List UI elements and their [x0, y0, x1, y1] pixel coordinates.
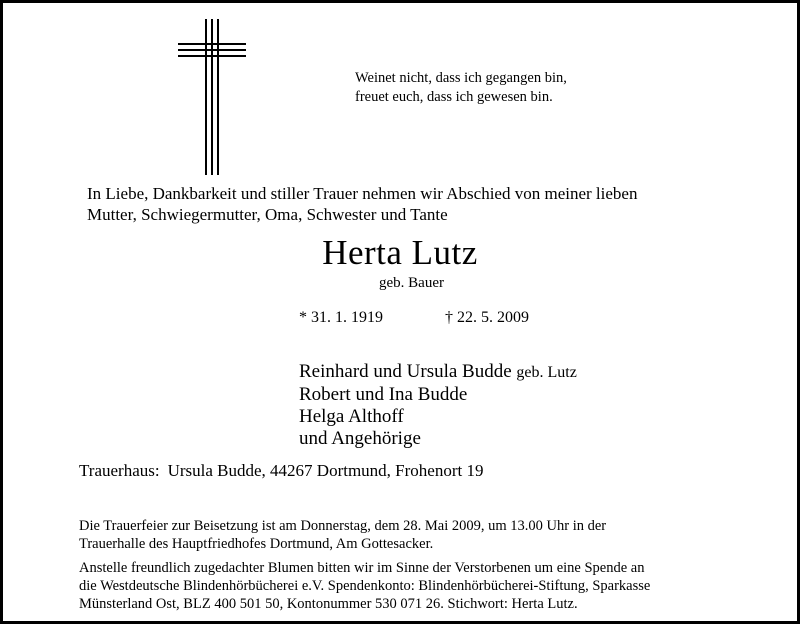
funeral-line-2: Trauerhalle des Hauptfriedhofes Dortmund, Am Gottesacker. — [79, 536, 434, 552]
donation-line-3: Münsterland Ost, BLZ 400 501 50, Kontonummer 530 071 26. Stichwort: Herta Lutz. — [79, 596, 578, 612]
mourning-house-label: Trauerhaus: — [79, 461, 160, 480]
cross-icon — [178, 19, 246, 175]
mourners-list — [299, 361, 577, 450]
donation-line-1: Anstelle freundlich zugedachter Blumen bitten wir im Sinne der Verstorbenen um eine Spende an — [79, 560, 645, 576]
mourner-nee: geb. Lutz — [516, 364, 577, 381]
mourner-line-3: Helga Althoff — [299, 406, 404, 427]
mourning-house-address: Ursula Budde, 44267 Dortmund, Frohenort 19 — [167, 461, 484, 480]
life-dates — [299, 309, 529, 327]
memorial-quote — [355, 69, 567, 107]
mourner-line-1 — [299, 361, 577, 384]
donation-line-2: die Westdeutsche Blindenhörbücherei e.V. Spendenkonto: Blindenhörbücherei-Stiftung, Sparkasse — [79, 578, 651, 594]
quote-line-1: Weinet nicht, dass ich gegangen bin, — [355, 70, 567, 86]
birth-date: * 31. 1. 1919 — [299, 309, 383, 326]
mourning-house — [79, 461, 483, 481]
funeral-line-1: Die Trauerfeier zur Beisetzung ist am Donnerstag, dem 28. Mai 2009, um 13.00 Uhr in der — [79, 518, 607, 534]
donation-info — [79, 559, 650, 613]
mourner-names-1: Reinhard und Ursula Budde — [299, 361, 512, 382]
mourner-line-2: Robert und Ina Budde — [299, 384, 468, 405]
quote-line-2: freuet euch, dass ich gewesen bin. — [355, 89, 553, 105]
mourner-line-4: und Angehörige — [299, 428, 421, 449]
deceased-name: Herta Lutz — [322, 233, 478, 272]
funeral-info — [79, 517, 606, 553]
intro-line-2: Mutter, Schwiegermutter, Oma, Schwester und Tante — [87, 205, 448, 224]
intro-text — [87, 183, 637, 225]
intro-line-1: In Liebe, Dankbarkeit und stiller Trauer nehmen wir Abschied von meiner lieben — [87, 184, 638, 203]
death-date: † 22. 5. 2009 — [445, 309, 529, 326]
maiden-name: geb. Bauer — [379, 275, 444, 291]
